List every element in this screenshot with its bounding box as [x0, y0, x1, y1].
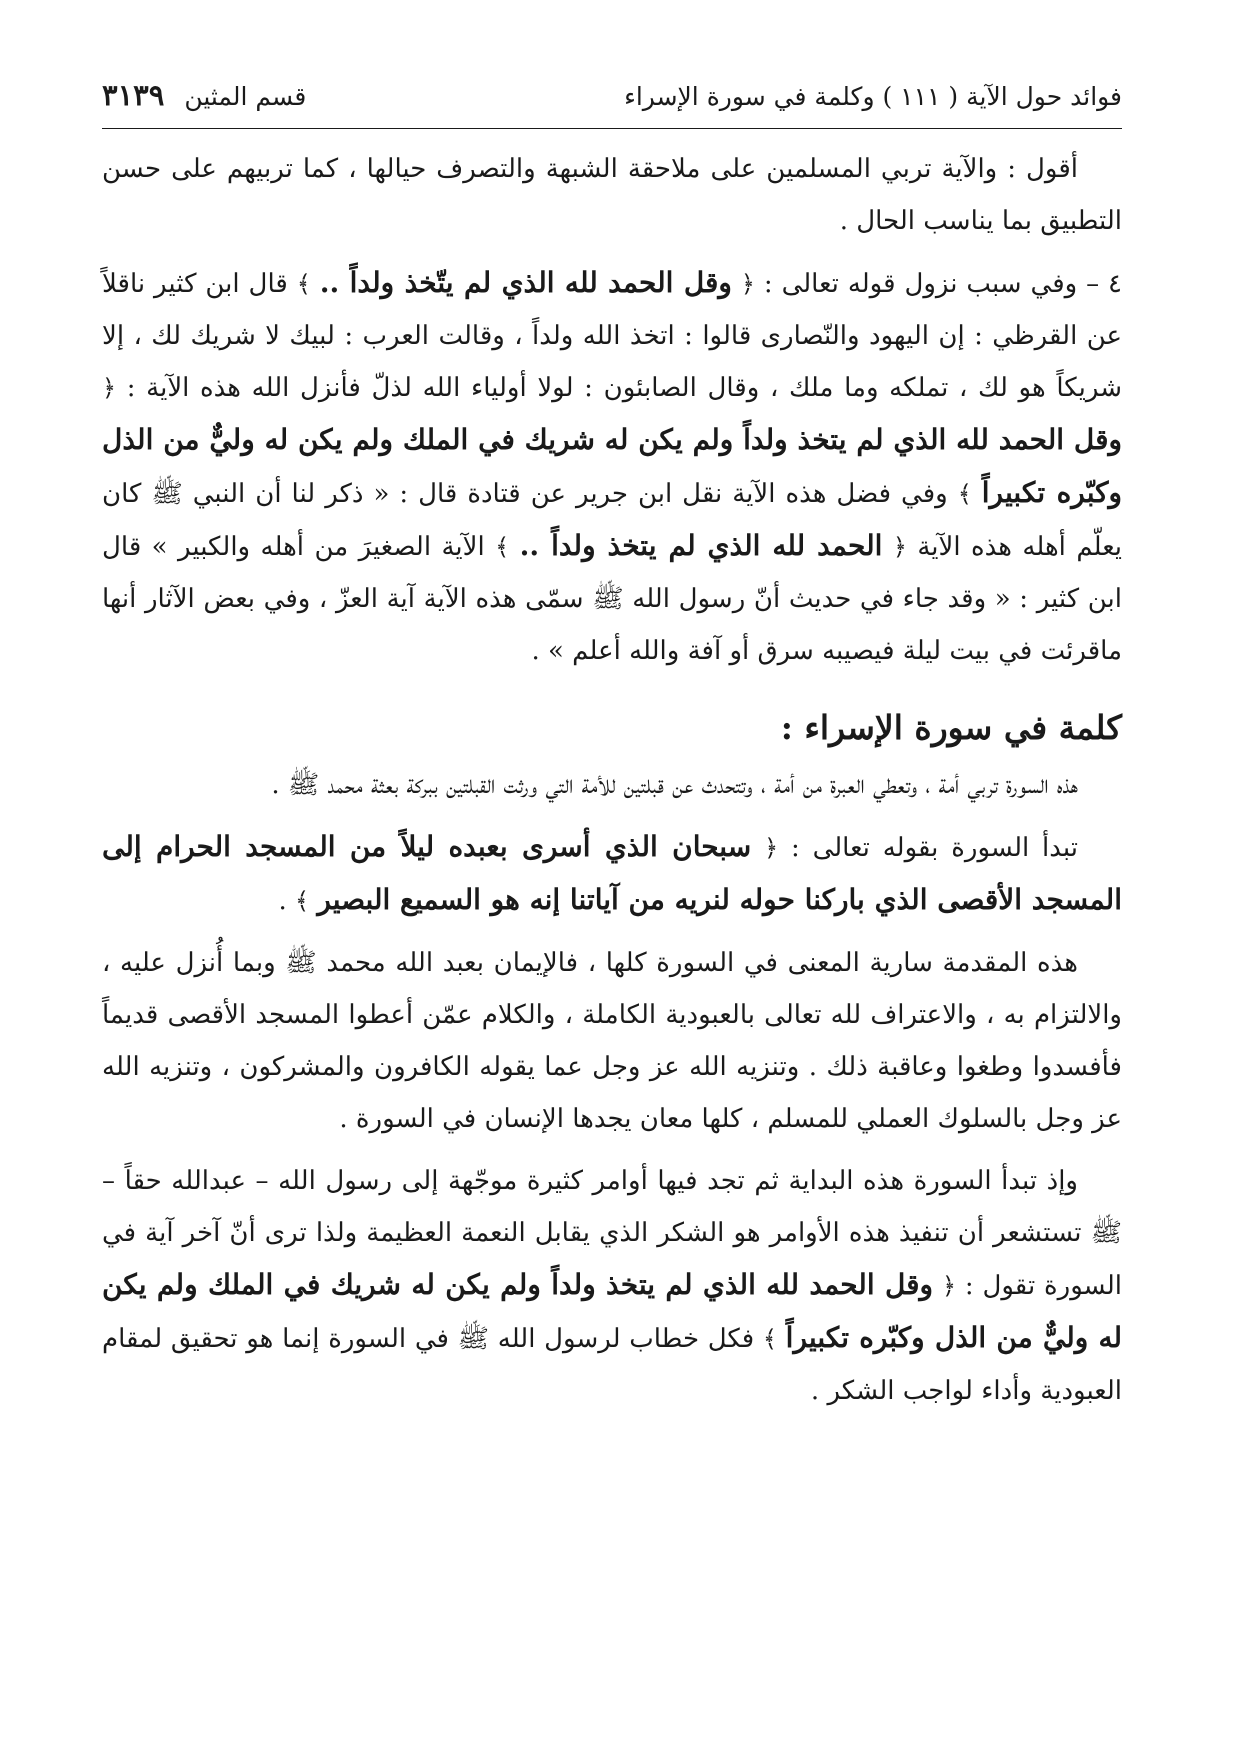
- quran-verse: وقل الحمد لله الذي لم يتخذ ولداً ولم يكن له شريك في الملك ولم يكن له وليٌّ من الذل وكبّره تكبيراً: [102, 423, 1122, 509]
- quran-verse: وقل الحمد لله الذي لم يتخذ ولداً ولم يكن له شريك في الملك ولم يكن له وليٌّ من الذل وكبّره تكبيراً: [102, 1268, 1122, 1354]
- page-header: [102, 78, 1122, 122]
- p2-text-2: قال ابن كثير ناقلاً عن القرظي : إن اليهود والنّصارى قالوا : اتخذ الله ولداً ، وقالت العرب : لبيك لا شريك لك ، إلا شريكاً هو لك ، تملكه وما ملك ، وقال الصابئون : لولا أولياء الله لذلّ فأنزل الله هذه الآية :: [102, 269, 1122, 403]
- quran-verse: سبحان الذي أسرى بعبده ليلاً من المسجد الحرام إلى المسجد الأقصى الذي باركنا حوله لنريه من آياتنا إنه هو السميع البصير: [102, 830, 1122, 916]
- paragraph-2: [102, 257, 1122, 677]
- header-rule: [102, 128, 1122, 129]
- paragraph-3: هذه السورة تربي أمة ، وتعطي العبرة من أمة ، وتتحدث عن قبلتين للأمة التي ورثت القبلتين ببركة بعثة محمد ﷺ .: [271, 770, 1078, 800]
- paragraph-1: أقول : والآية تربي المسلمين على ملاحقة الشبهة والتصرف حيالها ، كما تربيهم على حسن التطبيق بما يناسب الحال .: [102, 154, 1122, 236]
- header-left: [102, 78, 306, 112]
- p6-text-1: وإذ تبدأ السورة هذه البداية ثم تجد فيها أوامر كثيرة موجّهة إلى رسول الله – عبدالله حقاً – ﷺ تستشعر أن تنفيذ هذه الأوامر هو الشكر الذي يقابل النعمة العظيمة ولذا ترى أنّ آخر آية في السورة تقول :: [102, 1166, 1122, 1301]
- section-name: قسم المثين: [184, 82, 307, 111]
- quran-bracket-open: ﴿: [764, 834, 779, 862]
- paragraph-6: [102, 1155, 1122, 1417]
- paragraph-4: [102, 821, 1122, 927]
- quran-verse: الحمد لله الذي لم يتخذ ولداً ..: [519, 529, 883, 562]
- paragraph-5: هذه المقدمة سارية المعنى في السورة كلها ، فالإيمان بعبد الله محمد ﷺ وبما أُنزل عليه ، والالتزام به ، والاعتراف لله تعالى بالعبودية الكاملة ، والكلام عمّن أعطوا المسجد الأقصى قديماً فأفسدوا وطغوا وعاقبة ذلك . وتنزيه الله عز وجل عما يقوله الكافرون والمشركون ، وتنزيه الله عز وجل بالسلوك العملي للمسلم ، كلها معان يجدها الإنسان في السورة .: [102, 948, 1122, 1134]
- p6-text-2: فكل خطاب لرسول الله ﷺ في السورة إنما هو تحقيق لمقام العبودية وأداء لواجب الشكر .: [102, 1324, 1122, 1406]
- quran-bracket-open: ﴿: [102, 374, 117, 402]
- quran-bracket-open: ﴿: [740, 270, 755, 298]
- quran-bracket-close: ﴾: [495, 533, 510, 561]
- p2-text-4: الآية الصغيرَ من أهله والكبير » قال ابن كثير : « وقد جاء في حديث أنّ رسول الله ﷺ سمّى هذه الآية آية العزّ ، وفي بعض الآثار أنها ماقرئت في بيت ليلة فيصيبه سرق أو آفة والله أعلم » .: [102, 532, 1122, 666]
- p4-text-2: .: [278, 886, 296, 916]
- quran-bracket-close: ﴾: [296, 270, 311, 298]
- running-title: فوائد حول الآية ( ١١١ ) وكلمة في سورة الإسراء: [624, 82, 1122, 111]
- quran-bracket-open: ﴿: [941, 1272, 956, 1300]
- p4-text-1: تبدأ السورة بقوله تعالى :: [778, 833, 1079, 863]
- quran-bracket-close: ﴾: [762, 1325, 777, 1353]
- p2-text-1: ٤ – وفي سبب نزول قوله تعالى :: [754, 269, 1123, 299]
- quran-verse: وقل الحمد لله الذي لم يتّخذ ولداً ..: [319, 266, 732, 299]
- quran-bracket-close: ﴾: [957, 480, 972, 508]
- p2-text-3: وفي فضل هذه الآية نقل ابن جرير عن قتادة قال : « ذكر لنا أن النبي ﷺ كان يعلّم أهله هذه الآية: [102, 479, 1123, 562]
- quran-bracket-open: ﴿: [892, 533, 907, 561]
- page-number: ٣١٣٩: [102, 78, 165, 112]
- section-heading: كلمة في سورة الإسراء :: [780, 708, 1122, 747]
- quran-bracket-close: ﴾: [295, 887, 310, 915]
